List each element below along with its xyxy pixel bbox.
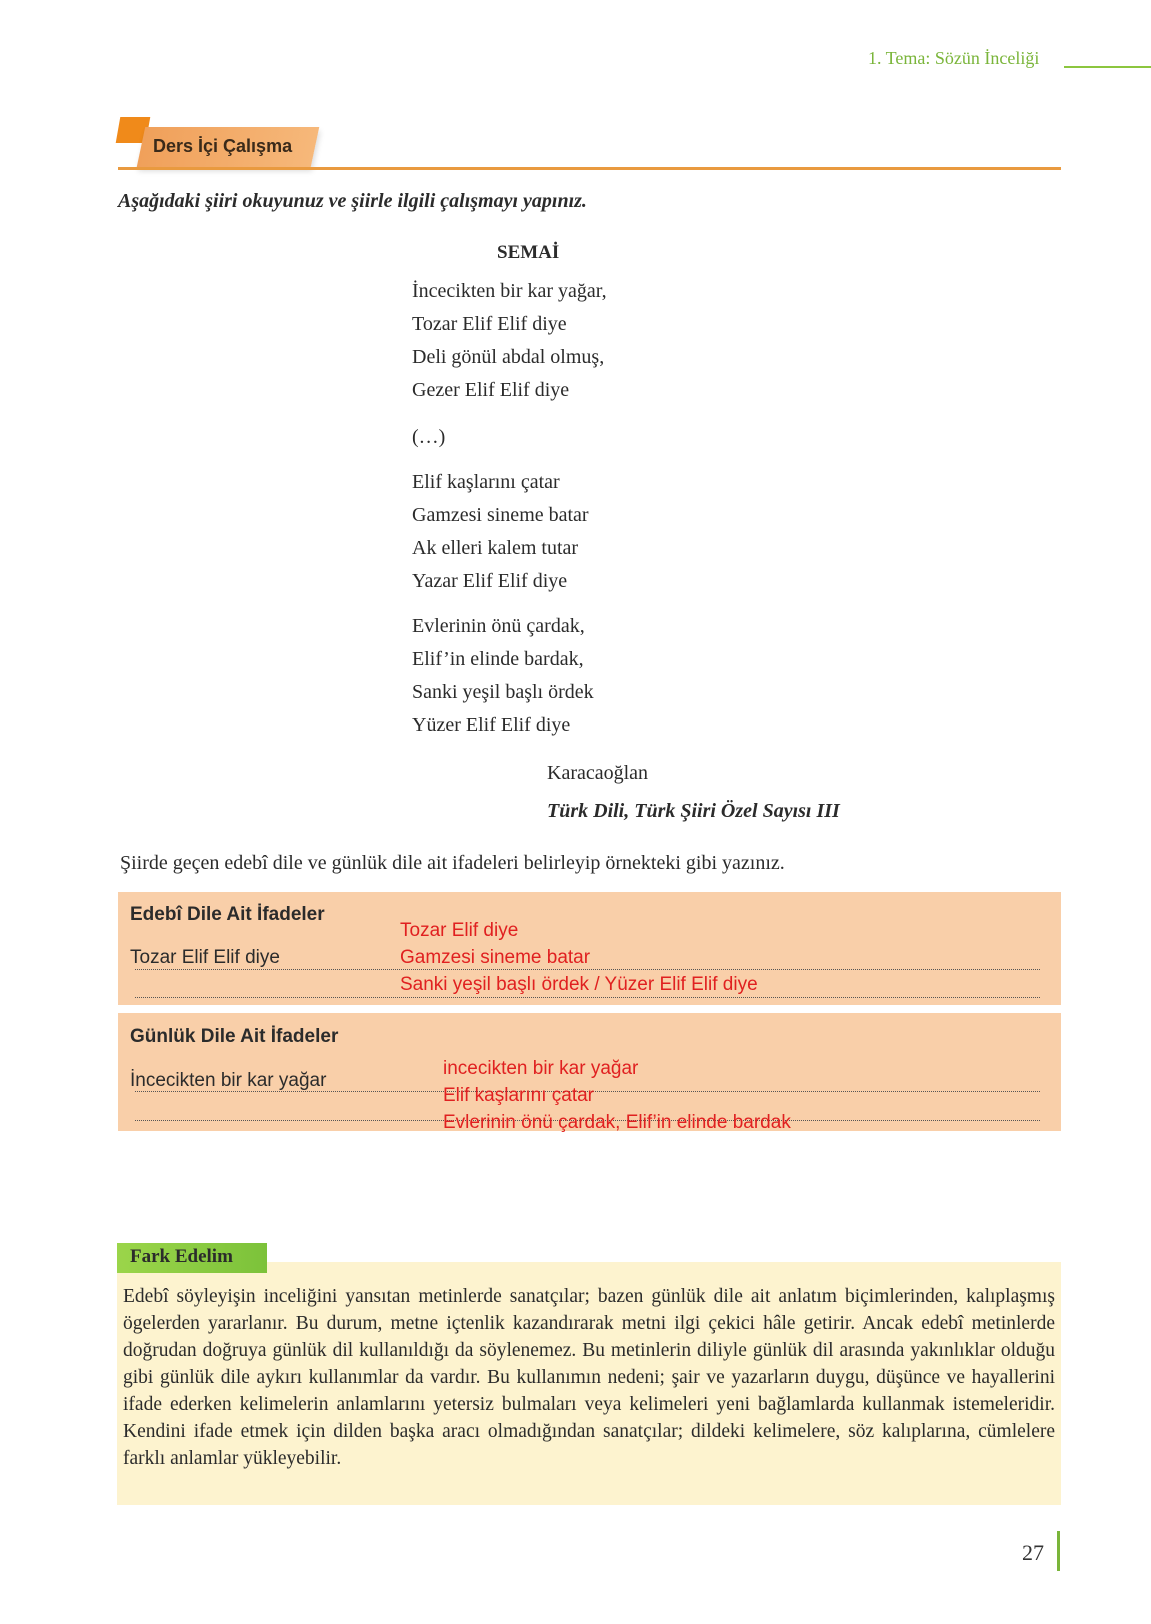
poem-line: Deli gönül abdal olmuş, (412, 346, 605, 368)
page-number-bar (1057, 1531, 1060, 1571)
daily-box-title: Günlük Dile Ait İfadeler (130, 1026, 339, 1047)
poem-line: Yazar Elif Elif diye (412, 570, 568, 592)
literary-answer: Gamzesi sineme batar (400, 947, 591, 968)
poem-line: Sanki yeşil başlı ördek (412, 681, 594, 703)
answer-line (135, 997, 1040, 998)
daily-answer: incecikten bir kar yağar (443, 1058, 639, 1079)
page-number: 27 (1022, 1540, 1044, 1565)
poem-line: Evlerinin önü çardak, (412, 615, 585, 637)
literary-example: Tozar Elif Elif diye (130, 947, 280, 968)
poem-line: Gezer Elif Elif diye (412, 379, 570, 401)
theme-title: 1. Tema: Sözün İnceliği (868, 48, 1040, 68)
poem-line: Ak elleri kalem tutar (412, 537, 579, 559)
poem-title: SEMAİ (497, 242, 560, 263)
poem-stanza-3 (412, 610, 594, 742)
fark-edelim-text: Edebî söyleyişin inceliğini yansıtan metinlerde sanatçılar; bazen günlük dile ait anlatım biçimlerinden, kalıplaşmış ögelerden yararlanır. Bu durum, metne içtenlik kazandırarak metni ilgi çekici hâle getirir. Ancak edebî metinlerde doğrudan doğruya günlük dil kullanıldığı da söylenemez. Bu metinlerin diliyle günlük dil arasında yakınlıklar olduğu gibi günlük dile aykırı kullanımlar da vardır. Bu kullanımın nedeni; şair ve yazarların duygu, düşünce ve hayallerini ifade ederken kelimelerin anlamlarını yetersiz bulmaları veya kelimeleri yeni bağlamlarda kullanmak istemeleridir. Kendini ifade etmek için dilden başka aracı olmadığından sanatçılar; dildeki kelimelere, söz kalıplarına, cümlelere farklı anlamlar yükleyebilir. (123, 1286, 1055, 1469)
poem-line: İncecikten bir kar yağar, (412, 280, 607, 302)
activity-instruction: Aşağıdaki şiiri okuyunuz ve şiirle ilgili çalışmayı yapınız. (118, 190, 587, 212)
poem-source: Türk Dili, Türk Şiiri Özel Sayısı III (547, 800, 840, 822)
literary-answer: Tozar Elif diye (400, 920, 519, 941)
task-instruction: Şiirde geçen edebî dile ve günlük dile ait ifadeleri belirleyip örnekteki gibi yazınız. (120, 852, 785, 874)
poem-stanza-1 (412, 275, 607, 407)
activity-rule (118, 167, 1061, 170)
daily-example: İncecikten bir kar yağar (130, 1070, 327, 1091)
poem-author: Karacaoğlan (547, 762, 649, 784)
fark-edelim-label: Fark Edelim (130, 1246, 233, 1267)
poem-line: Tozar Elif Elif diye (412, 313, 567, 335)
poem-line: Gamzesi sineme batar (412, 504, 589, 526)
daily-answer: Evlerinin önü çardak, Elif’in elinde bardak (443, 1112, 791, 1133)
poem-line: Elif’in elinde bardak, (412, 648, 584, 670)
poem-stanza-2 (412, 466, 589, 598)
poem-line: Elif kaşlarını çatar (412, 471, 560, 493)
daily-answer: Elif kaşlarını çatar (443, 1085, 594, 1106)
poem-line: Yüzer Elif Elif diye (412, 714, 571, 736)
poem-ellipsis: (…) (412, 426, 446, 448)
literary-answer: Sanki yeşil başlı ördek / Yüzer Elif Elif diye (400, 974, 758, 995)
activity-tab-label: Ders İçi Çalışma (153, 136, 293, 156)
theme-underline (1064, 66, 1151, 68)
answer-line (135, 969, 1040, 970)
literary-box-title: Edebî Dile Ait İfadeler (130, 904, 325, 925)
